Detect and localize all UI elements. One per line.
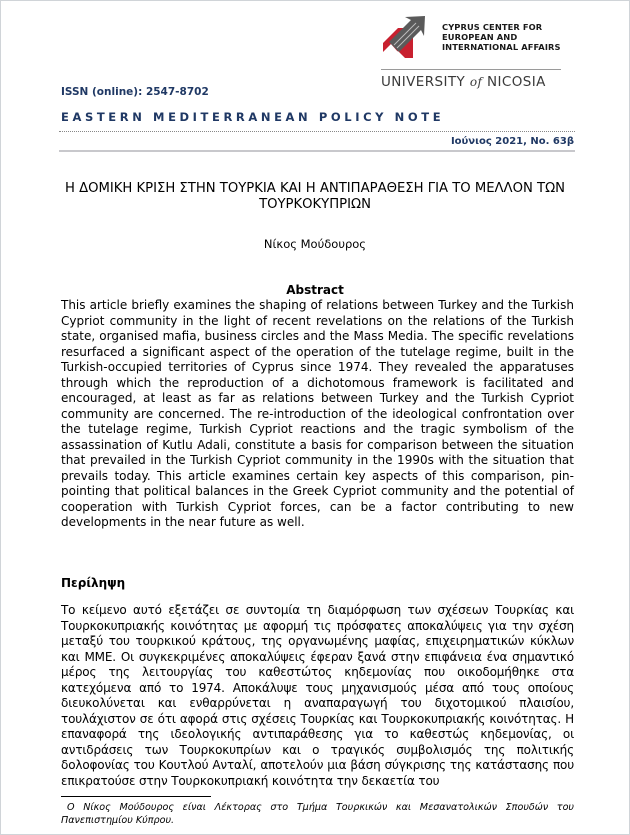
logo-org-name bbox=[442, 22, 561, 52]
logo-divider bbox=[381, 69, 561, 70]
issue-date: Ιούνιος 2021, No. 63β bbox=[450, 136, 574, 147]
logo-uni-of: of bbox=[469, 75, 483, 89]
logo bbox=[381, 14, 596, 90]
issn: ISSN (online): 2547-8702 bbox=[61, 86, 209, 98]
logo-arrow-icon bbox=[381, 14, 427, 60]
footnote-text: Ο Νίκος Μούδουρος είναι Λέκτορας στο Τμήμα Τουρκικών και Μεσανατολικών Σπουδών του Πανεπιστημίου Κύπρου. bbox=[61, 802, 574, 826]
summary-text: Το κείμενο αυτό εξετάζει σε συντομία τη διαμόρφωση των σχέσεων Τουρκίας και Τουρκοκυπριακής κοινότητας με αφορμή τις πρόσφατες αποκαλύψεις για την σχέση μεταξύ του τουρκικού κράτους, της οργανωμένης μαφίας, επιχειρηματικών κύκλων και ΜΜΕ. Οι συγκεκριμένες αποκαλύψεις έφεραν ξανά στην επιφάνεια ένα σημαντικό μέρος της λειτουργίας του καθεστώτος κηδεμονίας που οικοδομήθηκε στα κατεχόμενα από το 1974. Αποκάλυψε τους μηχανισμούς μέσα από τους οποίους διευκολύνεται και ενθαρρύνεται η αναπαραγωγή του διχοτομικού πλαισίου, τουλάχιστον σε ότι αφορά στις σχέσεις Τουρκίας και Τουρκοκυπριακής κοινότητας. Η επαναφορά της ιδεολογικής αντιπαράθεσης για το καθεστώς κηδεμονίας, οι αντιδράσεις των Τουρκοκυπρίων και ο τραγικός συμβολισμός της πολιτικής δολοφονίας του Κουτλού Ανταλί, αποτελούν μια βάση σύγκρισης της κατάστασης που επικρατούσε στην Τουρκοκυπριακή κοινότητα την δεκαετία του bbox=[61, 603, 574, 788]
document-title: Η ΔΟΜΙΚΗ ΚΡΙΣΗ ΣΤΗΝ ΤΟΥΡΚΙΑ ΚΑΙ Η ΑΝΤΙΠΑΡΑΘΕΣΗ ΓΙΑ ΤΟ ΜΕΛΛΟΝ ΤΩΝ ΤΟΥΡΚΟΚΥΠΡΙΩΝ bbox=[64, 181, 566, 212]
abstract-text: This article briefly examines the shaping of relations between Turkey and the Turkish Cypriot community in the light of recent revelations on the relations of the Turkish state, organised mafia, business circles and the Mass Media. The specific revelations resurfaced a significant aspect of the operation of the tutelage regime, built in the Turkish-occupied territories of Cyprus since 1974. They revealed the apparatuses through which the reproduction of a dichotomous framework is facilitated and encouraged, at least as far as relations between Turkey and the Turkish Cypriot community are concerned. The re-introduction of the ideological confrontation over the tutelage regime, Turkish Cypriot reactions and the tragic symbolism of the assassination of Kutlu Adali, constitute a basis for comparison between the situation that prevailed in the Turkish Cypriot community in the 1990s with the situation that prevails today. This article examines certain key aspects of this comparison, pin-pointing that political balances in the Greek Cypriot community and the potential of cooperation with Turkish Cypriot forces, can be a factor contributing to new developments in the near future as well. bbox=[61, 298, 574, 529]
footnote-divider bbox=[61, 796, 211, 797]
logo-line: CYPRUS CENTER FOR bbox=[442, 22, 543, 32]
logo-university bbox=[381, 74, 546, 90]
header-divider bbox=[59, 131, 575, 132]
logo-line: INTERNATIONAL AFFAIRS bbox=[442, 42, 561, 52]
logo-uni-text: UNIVERSITY bbox=[381, 74, 470, 90]
summary-heading: Περίληψη bbox=[61, 576, 126, 590]
logo-uni-text: NICOSIA bbox=[482, 74, 546, 90]
logo-line: EUROPEAN AND bbox=[442, 32, 518, 42]
header-divider bbox=[59, 150, 575, 152]
footnote bbox=[61, 801, 574, 827]
abstract-heading: Abstract bbox=[286, 283, 344, 297]
author: Νίκος Μούδουρος bbox=[263, 237, 367, 251]
series-title: EASTERN MEDITERRANEAN POLICY NOTE bbox=[61, 110, 445, 124]
